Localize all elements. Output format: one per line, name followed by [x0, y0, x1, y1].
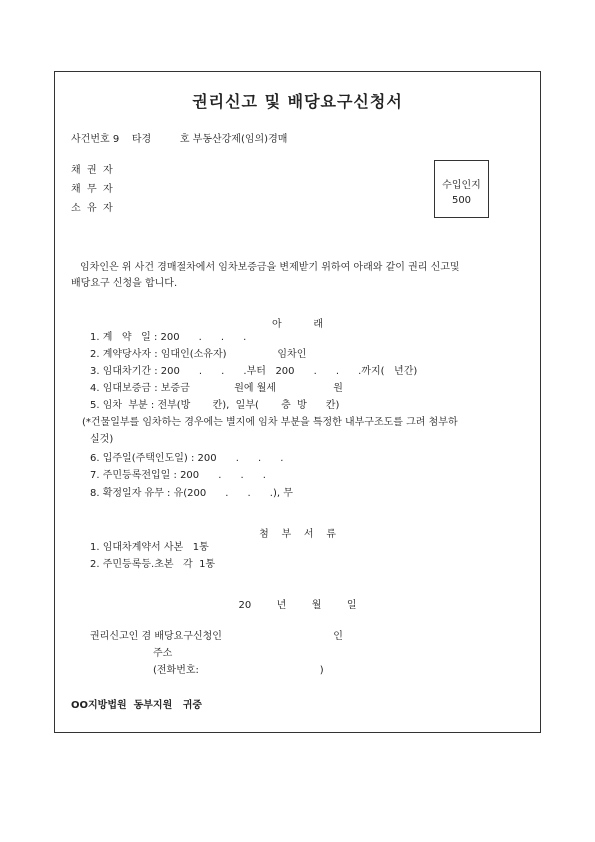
attachment-lease-copy: 1. 임대차계약서 사본 1통	[90, 542, 209, 553]
intro-text-line2: 배당요구 신청을 합니다.	[71, 278, 178, 289]
phone-line: (전화번호: )	[153, 665, 324, 676]
item-registration-date: 7. 주민등록전입일 : 200 . . .	[90, 470, 266, 481]
item-lease-period: 3. 임대차기간 : 200 . . .부터 200 . . .까지( 년간)	[90, 366, 418, 377]
stamp-label: 수입인지	[442, 180, 481, 191]
party-owner: 소 유 자	[71, 203, 113, 214]
applicant-line: 권리신고인 겸 배당요구신청인 인	[90, 631, 343, 642]
revenue-stamp-box	[434, 160, 489, 218]
note-line2: 실것)	[90, 434, 114, 445]
attachment-resident-registration: 2. 주민등록등.초본 각 1통	[90, 559, 216, 570]
item-deposit: 4. 임대보증금 : 보증금 원에 월세 원	[90, 383, 343, 394]
stamp-amount: 500	[451, 195, 472, 206]
note-line1: (*건물일부를 임차하는 경우에는 별지에 임차 부분을 특정한 내부구조도를 그려 첨부하	[82, 417, 458, 428]
below-heading: 아 래	[271, 319, 324, 330]
party-creditor: 채 권 자	[71, 165, 113, 176]
intro-text-line1: 임차인은 위 사건 경매절차에서 임차보증금을 변제받기 위하여 아래와 같이 권리 신고및	[80, 262, 460, 273]
item-parties: 2. 계약당사자 : 임대인(소유자) 임차인	[90, 349, 307, 360]
date-line: 20 년 월 일	[238, 600, 357, 611]
court-addressee: OO지방법원 동부지원 귀중	[71, 700, 203, 711]
form-title: 권리신고 및 배당요구신청서	[192, 92, 403, 111]
item-contract-date: 1. 계 약 일 : 200 . . .	[90, 332, 247, 343]
address-label: 주소	[153, 648, 173, 659]
attachments-heading: 첨 부 서 류	[259, 529, 336, 540]
party-debtor: 채 무 자	[71, 184, 113, 195]
case-number: 사건번호 9 타경 호 부동산강제(임의)경매	[71, 134, 288, 145]
item-fixed-date: 8. 확정일자 유무 : 유(200 . . .), 무	[90, 488, 293, 499]
item-leased-part: 5. 임차 부분 : 전부(방 칸), 일부( 층 방 칸)	[90, 400, 340, 411]
item-move-in-date: 6. 입주일(주택인도일) : 200 . . .	[90, 453, 284, 464]
